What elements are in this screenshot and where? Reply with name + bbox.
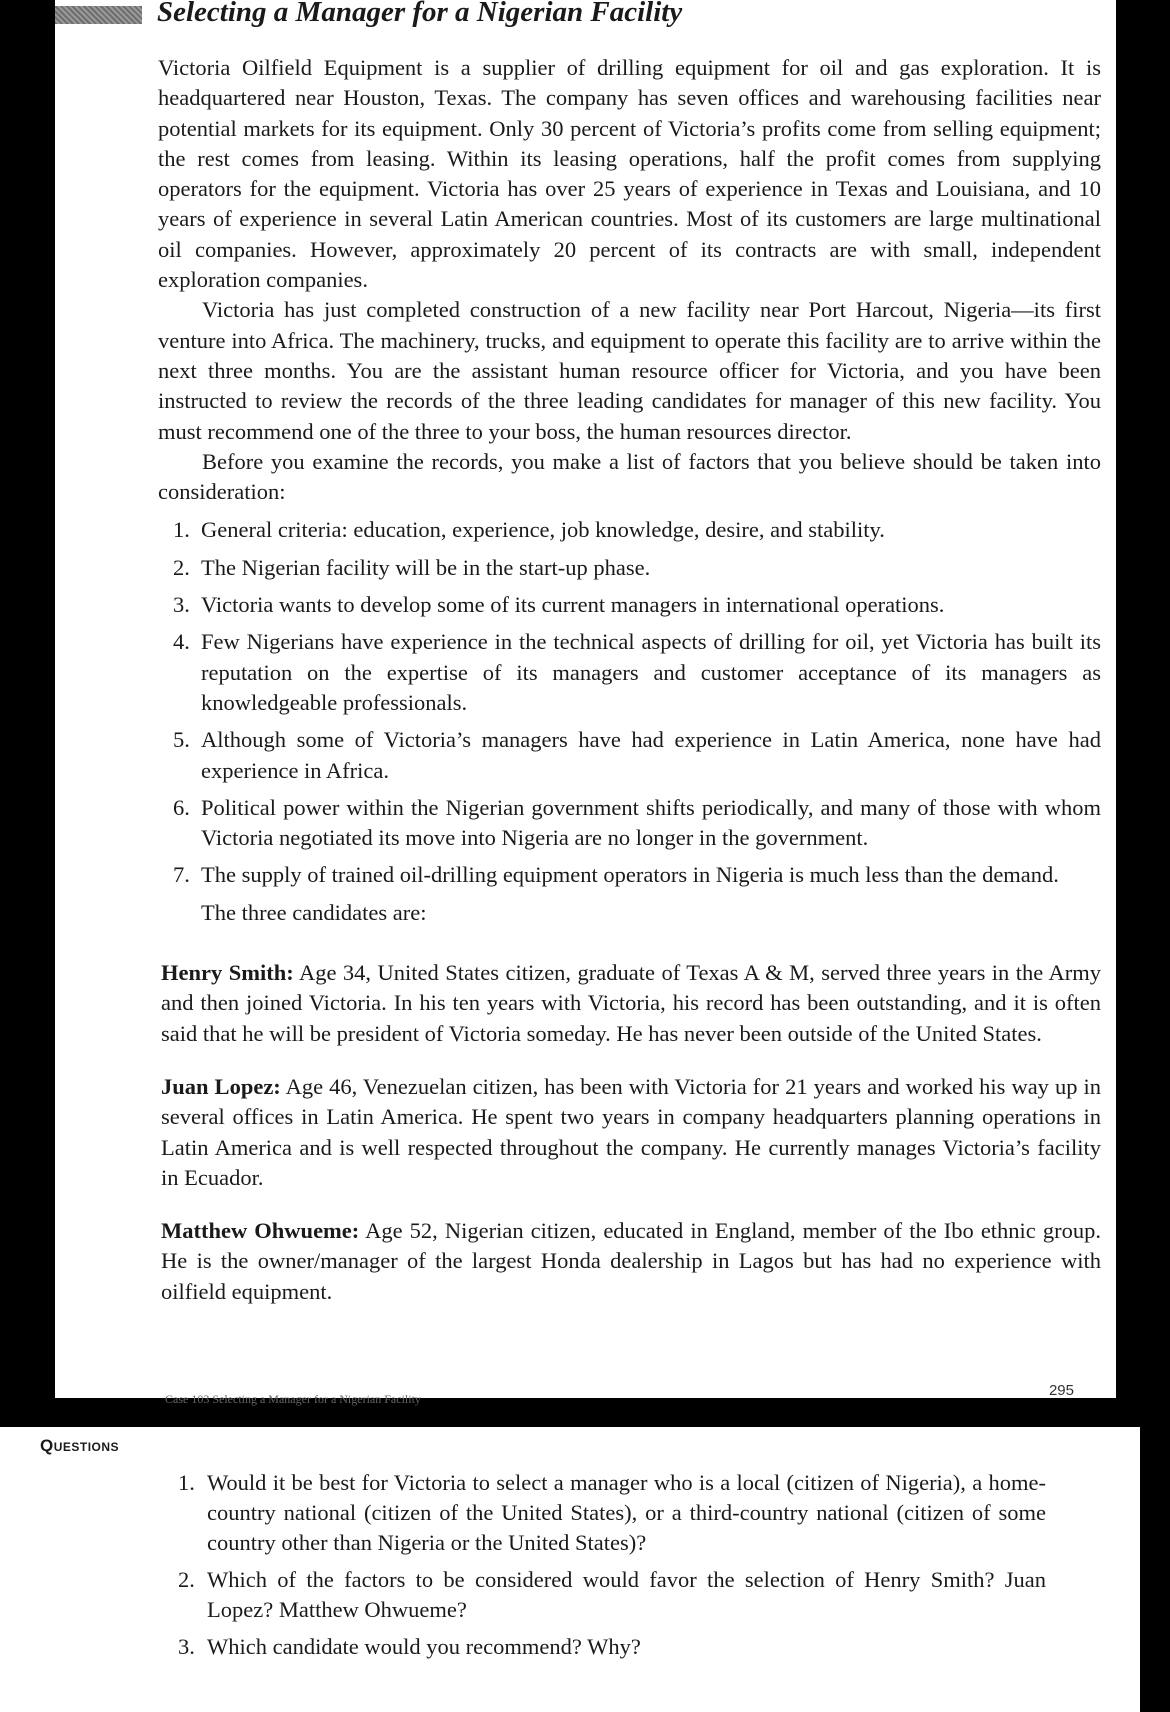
factor-number: 2. <box>173 554 190 580</box>
facility-paragraph: Victoria has just completed construction of a new facility near Port Harcout, Nigeria—its first venture into Africa. The machinery, trucks, and equipment to operate this facility are to arrive within the next three months. You are the assistant human resource officer for Victoria, and you have been instructed to review the records of the three leading candidates for manager of this new facility. You must recommend one of the three to your boss, the human resources director. <box>158 297 1101 444</box>
list-item <box>173 553 1101 583</box>
case-title: Selecting a Manager for a Nigerian Facility <box>157 0 683 28</box>
section-marker-bar <box>55 6 142 24</box>
factor-number: 1. <box>173 517 190 543</box>
factor-number: 3. <box>173 592 190 618</box>
page-number: 295 <box>1048 1382 1074 1399</box>
factor-number: 5. <box>173 727 190 753</box>
factor-text: Although some of Victoria’s managers have had experience in Latin America, none have had experience in Africa. <box>201 727 1101 783</box>
list-item <box>178 1468 1046 1558</box>
list-item <box>173 793 1101 854</box>
list-item <box>178 1565 1046 1625</box>
factor-number: 6. <box>173 794 190 820</box>
case-body <box>158 53 1101 1307</box>
candidate-juan-lopez <box>158 1072 1101 1193</box>
list-item <box>173 860 1101 890</box>
factor-text: The Nigerian facility will be in the start-up phase. <box>201 554 651 580</box>
question-number: 1. <box>178 1470 195 1495</box>
list-item <box>173 725 1101 786</box>
factor-number: 4. <box>173 629 190 655</box>
questions-list <box>178 1468 1046 1669</box>
factors-intro-paragraph: Before you examine the records, you make a list of factors that you believe should be taken into consideration: <box>158 448 1101 505</box>
list-item <box>178 1632 1046 1662</box>
candidate-name: Matthew Ohwueme: <box>161 1218 360 1244</box>
factor-text: The supply of trained oil-drilling equipment operators in Nigeria is much less than the demand. <box>201 862 1059 888</box>
page-footer-running-head: Case 103 Selecting a Manager for a Nigerian Facility <box>165 1392 421 1406</box>
candidate-henry-smith <box>158 958 1101 1049</box>
question-number: 3. <box>178 1634 195 1659</box>
question-text: Which of the factors to be considered would favor the selection of Henry Smith? Juan Lopez? Matthew Ohwueme? <box>207 1567 1046 1622</box>
factor-text: Few Nigerians have experience in the technical aspects of drilling for oil, yet Victoria has built its reputation on the expertise of its managers and customer acceptance of its managers as knowledgeable professionals. <box>201 629 1101 715</box>
factor-text: General criteria: education, experience, job knowledge, desire, and stability. <box>201 517 885 543</box>
intro-paragraph: Victoria Oilfield Equipment is a supplier of drilling equipment for oil and gas exploration. It is headquartered near Houston, Texas. The company has seven offices and warehousing facilities near potential markets for its equipment. Only 30 percent of Victoria’s profits come from selling equipment; the rest comes from leasing. Within its leasing operations, half the profit comes from supplying operators for the equipment. Victoria has over 25 years of experience in Texas and Louisiana, and 10 years of experience in several Latin American countries. Most of its customers are large multinational oil companies. However, approximately 20 percent of its contracts are with small, independent exploration companies. <box>158 55 1101 293</box>
textbook-page <box>55 0 1116 1406</box>
factor-text: Victoria wants to develop some of its current managers in international operations. <box>201 592 945 618</box>
factor-number: 7. <box>173 862 190 888</box>
candidate-description: Age 46, Venezuelan citizen, has been with Victoria for 21 years and worked his way up in several offices in Latin America. He spent two years in company headquarters planning operations in Latin America and is well respected throughout the company. He currently manages Victoria’s facility in Ecuador. <box>161 1073 1102 1190</box>
candidate-description: Age 34, United States citizen, graduate of Texas A & M, served three years in the Army and then joined Victoria. In his ten years with Victoria, his record has been outstanding, and it is often said that he will be president of Victoria someday. He has never been outside of the United States. <box>161 960 1102 1046</box>
questions-page <box>0 1427 1140 1712</box>
question-text: Would it be best for Victoria to select a manager who is a local (citizen of Nigeria), a home-country national (citizen of the United States), or a third-country national (citizen of some country other than Nigeria or the United States)? <box>207 1470 1046 1555</box>
questions-heading: Questions <box>40 1436 120 1455</box>
list-item <box>173 590 1101 620</box>
question-number: 2. <box>178 1567 195 1592</box>
list-item <box>173 627 1101 718</box>
candidate-matthew-ohwueme <box>158 1216 1101 1307</box>
question-text: Which candidate would you recommend? Why? <box>207 1634 641 1659</box>
candidate-name: Henry Smith: <box>161 960 294 986</box>
candidate-name: Juan Lopez: <box>161 1073 281 1099</box>
factors-list <box>158 515 1101 890</box>
candidates-intro: The three candidates are: <box>201 899 427 925</box>
factor-text: Political power within the Nigerian government shifts periodically, and many of those with whom Victoria negotiated its move into Nigeria are no longer in the government. <box>201 794 1101 851</box>
candidate-description: Age 52, Nigerian citizen, educated in England, member of the Ibo ethnic group. He is the owner/manager of the largest Honda dealership in Lagos but has had no experience with oilfield equipment. <box>161 1218 1101 1304</box>
list-item <box>173 515 1101 545</box>
